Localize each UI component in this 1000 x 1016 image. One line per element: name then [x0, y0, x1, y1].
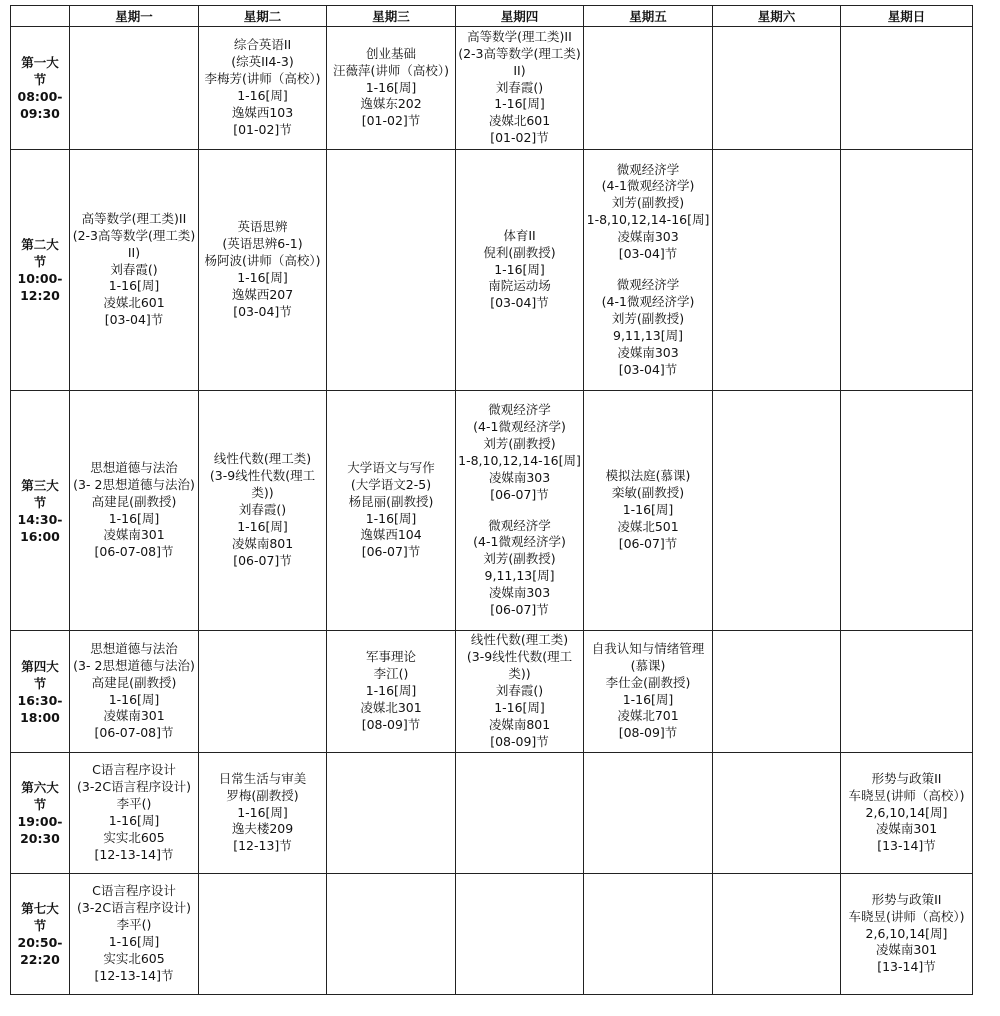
- course-detail: [06-07]节: [361, 544, 421, 560]
- course-name: 高等数学(理工类)II: [467, 28, 572, 44]
- course-detail: (3- 2思想道德与法治): [73, 657, 195, 673]
- course-detail: [03-04]节: [618, 246, 678, 262]
- course-detail: [12-13-14]节: [94, 967, 174, 983]
- course-name: 高等数学(理工类)II: [81, 210, 187, 226]
- course-detail: [13-14]节: [877, 959, 936, 975]
- course-detail: 凌媒南801: [488, 716, 551, 732]
- course-cell-sat: [713, 391, 841, 631]
- course-detail: 凌媒北501: [617, 518, 679, 534]
- course-entry[interactable]: [200, 451, 325, 569]
- course-cell-sun: [841, 631, 973, 753]
- course-entry[interactable]: [585, 162, 711, 263]
- course-cell-sat: [713, 631, 841, 753]
- course-detail: 凌媒北601: [488, 113, 551, 129]
- course-cell-sun[interactable]: [841, 874, 973, 995]
- course-detail: 1-16[周]: [237, 270, 288, 285]
- course-detail: 李仕金(副教授): [605, 674, 691, 690]
- course-detail: 李江(): [373, 666, 409, 682]
- course-detail: [01-02]节: [490, 130, 549, 146]
- course-cell-fri: [584, 27, 713, 150]
- course-entry[interactable]: [200, 219, 325, 320]
- course-cell-mon[interactable]: [70, 150, 199, 391]
- course-cell-thu[interactable]: [456, 631, 584, 753]
- course-entry[interactable]: [842, 771, 971, 856]
- timetable-body: [11, 27, 973, 995]
- course-cell-tue[interactable]: [199, 27, 327, 150]
- course-detail: 逸媒西104: [360, 527, 422, 543]
- course-detail: 1-16[周]: [494, 96, 545, 112]
- course-entry[interactable]: [457, 228, 582, 313]
- course-cell-wed: [327, 150, 456, 391]
- course-cell-sun: [841, 27, 973, 150]
- course-detail: 凌媒北701: [617, 708, 679, 724]
- course-detail: 栾敏(副教授): [611, 485, 685, 501]
- course-detail: 2,6,10,14[周]: [865, 925, 948, 941]
- time-slot-label: [11, 391, 70, 631]
- course-detail: (4-1微观经济学): [601, 293, 695, 309]
- timetable-row: [11, 874, 973, 995]
- course-detail: [06-07]节: [490, 486, 549, 502]
- course-detail: 凌媒北601: [103, 295, 165, 311]
- course-cell-wed[interactable]: [327, 27, 456, 150]
- timetable-row: [11, 631, 973, 753]
- course-name: 模拟法庭(慕课): [605, 468, 691, 484]
- course-detail: 逸夫楼209: [231, 821, 294, 837]
- course-detail: (4-1微观经济学): [601, 178, 695, 194]
- course-cell-thu[interactable]: [456, 27, 584, 150]
- day-header-sat: 星期六: [713, 6, 841, 27]
- course-detail: [03-04]节: [104, 312, 164, 328]
- day-header-mon: 星期一: [70, 6, 199, 27]
- day-header-sun: 星期日: [841, 6, 973, 27]
- course-detail: 刘芳(副教授): [611, 195, 685, 211]
- day-header-fri: 星期五: [584, 6, 713, 27]
- course-detail: 凌媒南301: [103, 708, 165, 724]
- time-slot-display: 第三大 节 14:30- 16:00: [17, 477, 63, 544]
- course-entry[interactable]: [585, 641, 711, 742]
- course-detail: 逸媒东202: [360, 96, 422, 112]
- time-slot-label: [11, 150, 70, 391]
- course-detail: 凌媒南301: [875, 942, 938, 958]
- course-cell-wed[interactable]: [327, 391, 456, 631]
- course-detail: [13-14]节: [877, 838, 936, 854]
- course-detail: 倪利(副教授): [483, 244, 556, 260]
- course-detail: [12-13]节: [233, 838, 292, 854]
- course-entry[interactable]: [328, 460, 454, 561]
- course-cell-fri[interactable]: [584, 631, 713, 753]
- course-name: C语言程序设计: [92, 883, 176, 899]
- course-detail: 刘芳(副教授): [483, 551, 556, 567]
- course-entry[interactable]: [71, 762, 197, 863]
- course-name: 微观经济学: [616, 277, 680, 292]
- course-detail: [03-04]节: [233, 303, 292, 319]
- course-name: 线性代数(理工类): [470, 632, 569, 648]
- time-slot-display: 第四大 节 16:30- 18:00: [17, 658, 63, 725]
- course-name: 思想道德与法治: [90, 640, 178, 656]
- course-detail: 实实北605: [103, 950, 165, 966]
- course-cell-mon[interactable]: [70, 753, 199, 874]
- course-name: 微观经济学: [616, 161, 680, 177]
- course-detail: [06-07-08]节: [94, 544, 174, 560]
- course-cell-mon[interactable]: [70, 391, 199, 631]
- course-cell-thu: [456, 753, 584, 874]
- course-name: 日常生活与审美: [218, 770, 307, 786]
- course-name: C语言程序设计: [92, 762, 176, 778]
- time-slot-label: [11, 631, 70, 753]
- course-detail: 凌媒南303: [617, 229, 679, 245]
- course-entry[interactable]: [842, 892, 971, 977]
- course-detail: [08-09]节: [618, 725, 678, 741]
- course-cell-tue[interactable]: [199, 391, 327, 631]
- course-entry[interactable]: [457, 632, 582, 750]
- course-detail: 1-16[周]: [365, 510, 417, 526]
- course-cell-wed: [327, 874, 456, 995]
- course-detail: (2-3高等数学(理工类)II): [72, 227, 196, 260]
- course-detail: [06-07-08]节: [94, 725, 174, 741]
- course-name: 思想道德与法治: [90, 459, 178, 475]
- course-detail: [06-07]节: [490, 602, 549, 618]
- course-name: 形势与政策II: [871, 891, 942, 907]
- course-cell-mon: [70, 27, 199, 150]
- course-detail: 9,11,13[周]: [484, 568, 555, 584]
- course-name: 大学语文与写作: [347, 459, 435, 475]
- day-header-tue: 星期二: [199, 6, 327, 27]
- course-detail: (大学语文2-5): [350, 476, 432, 492]
- course-cell-fri: [584, 753, 713, 874]
- course-detail: 凌媒南801: [231, 535, 294, 551]
- course-detail: 1-16[周]: [108, 934, 160, 949]
- course-name: 创业基础: [365, 45, 416, 61]
- course-detail: 凌媒南303: [617, 344, 679, 360]
- course-detail: [03-04]节: [490, 295, 549, 311]
- course-detail: (综英II4-3): [231, 54, 294, 70]
- course-detail: 刘春霞(): [495, 79, 544, 95]
- course-detail: 汪薇萍(讲师（高校）): [332, 62, 449, 78]
- course-entry[interactable]: [457, 29, 582, 147]
- course-detail: (英语思辨6-1): [222, 236, 303, 252]
- course-detail: 1-16[周]: [365, 683, 417, 699]
- course-cell-mon[interactable]: [70, 631, 199, 753]
- course-detail: 凌媒北301: [360, 699, 422, 715]
- course-cell-wed: [327, 753, 456, 874]
- course-detail: 1-16[周]: [237, 804, 288, 820]
- course-cell-sun: [841, 391, 973, 631]
- course-cell-tue[interactable]: [199, 150, 327, 391]
- course-cell-tue: [199, 874, 327, 995]
- course-detail: (2-3高等数学(理工类)II): [458, 45, 581, 78]
- course-name: 军事理论: [365, 649, 416, 665]
- course-detail: 逸媒西207: [231, 286, 294, 302]
- course-detail: 杨阿波(讲师（高校）): [204, 253, 321, 269]
- course-detail: 李平(): [116, 917, 152, 933]
- course-name: 微观经济学: [488, 517, 551, 533]
- timetable-row: [11, 150, 973, 391]
- course-detail: 高建昆(副教授): [91, 674, 177, 690]
- course-cell-sat: [713, 27, 841, 150]
- course-detail: 1-16[周]: [108, 278, 160, 294]
- course-detail: (3-9线性代数(理工类)): [209, 468, 316, 501]
- time-slot-label: [11, 874, 70, 995]
- course-entry[interactable]: [200, 771, 325, 856]
- timetable-row: [11, 753, 973, 874]
- course-cell-sun: [841, 150, 973, 391]
- course-entry[interactable]: [71, 460, 197, 561]
- time-slot-label: [11, 753, 70, 874]
- course-detail: [08-09]节: [361, 716, 421, 732]
- course-cell-sat: [713, 874, 841, 995]
- course-detail: (3-2C语言程序设计): [77, 900, 191, 916]
- course-entry[interactable]: [71, 211, 197, 329]
- course-detail: 南院运动场: [488, 278, 551, 294]
- course-entry[interactable]: [328, 649, 454, 734]
- course-cell-fri[interactable]: [584, 150, 713, 391]
- course-detail: 9,11,13[周]: [613, 327, 683, 343]
- course-cell-thu[interactable]: [456, 150, 584, 391]
- course-name: 线性代数(理工类): [213, 451, 312, 467]
- course-detail: 1-16[周]: [237, 518, 288, 534]
- course-entry[interactable]: [71, 883, 197, 984]
- course-detail: (4-1微观经济学): [473, 418, 566, 434]
- day-header-wed: 星期三: [327, 6, 456, 27]
- course-detail: 1-16[周]: [365, 79, 417, 95]
- course-entry[interactable]: [585, 468, 711, 553]
- course-entry[interactable]: [328, 46, 454, 131]
- course-cell-tue[interactable]: [199, 753, 327, 874]
- course-detail: 车晓昱(讲师（高校）): [848, 787, 965, 803]
- course-entry[interactable]: [200, 37, 325, 138]
- course-name: 体育II: [503, 227, 536, 243]
- course-cell-tue: [199, 631, 327, 753]
- course-detail: 1-16[周]: [108, 813, 160, 828]
- course-detail: 刘春霞(): [238, 502, 287, 518]
- course-cell-mon[interactable]: [70, 874, 199, 995]
- course-detail: 车晓昱(讲师（高校）): [848, 908, 965, 924]
- course-name: 形势与政策II: [871, 770, 942, 786]
- course-detail: 凌媒南301: [103, 527, 165, 543]
- course-cell-sat: [713, 150, 841, 391]
- course-detail: [01-02]节: [233, 121, 292, 137]
- course-detail: 刘芳(副教授): [483, 435, 556, 451]
- time-slot-display: 第七大 节 20:50- 22:20: [17, 901, 63, 967]
- timetable-row: [11, 27, 973, 150]
- course-detail: [08-09]节: [490, 733, 549, 749]
- course-cell-sun[interactable]: [841, 753, 973, 874]
- course-detail: 实实北605: [103, 829, 165, 845]
- timetable-row: [11, 391, 973, 631]
- course-detail: 刘芳(副教授): [611, 310, 685, 326]
- course-detail: 凌媒南303: [488, 585, 551, 601]
- course-detail: (3- 2思想道德与法治): [73, 476, 195, 492]
- course-detail: 高建昆(副教授): [91, 493, 177, 509]
- time-slot-display: 第二大 节 10:00- 12:20: [17, 237, 63, 303]
- course-cell-thu[interactable]: [456, 391, 584, 631]
- course-detail: 刘春霞(): [495, 683, 544, 699]
- course-detail: 凌媒南301: [875, 821, 938, 837]
- course-entry[interactable]: [457, 402, 582, 503]
- course-detail: 逸媒西103: [231, 104, 294, 120]
- course-name: 英语思辨: [237, 219, 288, 235]
- course-detail: 2,6,10,14[周]: [865, 804, 948, 820]
- course-name: 微观经济学: [488, 402, 551, 418]
- course-detail: 1-16[周]: [494, 261, 545, 277]
- course-name: 综合英语II: [233, 37, 292, 53]
- course-detail: 1-16[周]: [622, 691, 674, 707]
- course-detail: [06-07]节: [233, 552, 292, 568]
- course-cell-fri: [584, 874, 713, 995]
- course-cell-sat: [713, 753, 841, 874]
- course-detail: [12-13-14]节: [94, 846, 174, 862]
- course-detail: 杨昆丽(副教授): [348, 493, 434, 509]
- time-slot-label: [11, 27, 70, 150]
- course-detail: 罗梅(副教授): [226, 787, 299, 803]
- course-entry[interactable]: [457, 518, 582, 619]
- course-detail: 1-8,10,12,14-16[周]: [458, 452, 581, 468]
- course-detail: 李平(): [116, 796, 152, 812]
- course-detail: 1-16[周]: [494, 699, 545, 715]
- course-detail: 李梅芳(讲师（高校）): [204, 71, 321, 87]
- header-row: [11, 6, 973, 27]
- course-cell-wed[interactable]: [327, 631, 456, 753]
- course-name: 自我认知与情绪管理(慕课): [591, 640, 705, 673]
- course-detail: [01-02]节: [361, 113, 421, 129]
- course-entry[interactable]: [585, 277, 711, 378]
- course-detail: (3-9线性代数(理工类)): [466, 649, 573, 682]
- day-header-thu: 星期四: [456, 6, 584, 27]
- course-detail: [06-07]节: [618, 535, 678, 551]
- course-detail: 凌媒南303: [488, 469, 551, 485]
- course-detail: (3-2C语言程序设计): [77, 779, 191, 795]
- course-detail: 1-16[周]: [237, 88, 288, 103]
- course-detail: 1-16[周]: [108, 510, 160, 526]
- time-slot-display: 第六大 节 19:00- 20:30: [17, 780, 63, 846]
- course-detail: [03-04]节: [618, 361, 678, 377]
- course-detail: 1-16[周]: [108, 691, 160, 707]
- course-detail: 1-16[周]: [622, 502, 674, 518]
- course-detail: 刘春霞(): [110, 261, 158, 277]
- course-detail: (4-1微观经济学): [473, 534, 566, 550]
- course-cell-thu: [456, 874, 584, 995]
- corner-cell: [11, 6, 70, 27]
- time-slot-display: 第一大 节 08:00- 09:30: [17, 55, 63, 121]
- timetable: [10, 5, 973, 995]
- course-cell-fri[interactable]: [584, 391, 713, 631]
- course-entry[interactable]: [71, 641, 197, 742]
- course-detail: 1-8,10,12,14-16[周]: [586, 212, 710, 228]
